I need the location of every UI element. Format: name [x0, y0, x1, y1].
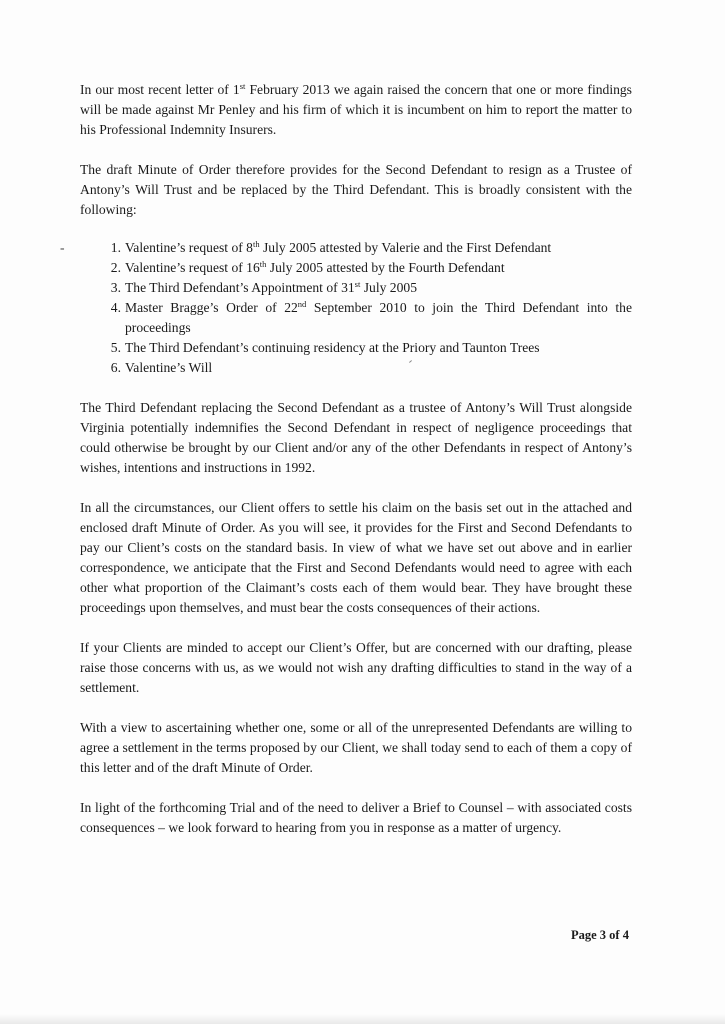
ordinal-suffix: th: [259, 259, 267, 269]
letter-body: [60, 80, 632, 858]
list-number: 4.: [110, 300, 121, 315]
list-item: [80, 258, 632, 278]
ordinal-suffix: nd: [297, 299, 307, 309]
list-text: September 2010 to join the Third Defendant into the proceedings: [125, 300, 632, 335]
list-text: July 2005: [360, 280, 417, 295]
list-number: 1.: [110, 240, 121, 255]
ordinal-suffix: th: [252, 239, 260, 249]
list-number: 3.: [110, 280, 121, 295]
list-item: [80, 358, 632, 378]
list-item: [80, 278, 632, 298]
list-number: 5.: [110, 340, 121, 355]
paragraph-urgency: In light of the forthcoming Trial and of the need to deliver a Brief to Counsel – with associated costs consequences – we look forward to hearing from you in response as a matter of urgency.: [80, 800, 632, 835]
list-item: [60, 238, 632, 258]
list-text: July 2005 attested by Valerie and the First Defendant: [259, 240, 552, 255]
margin-dash-mark: -: [60, 240, 65, 255]
ordinal-suffix: st: [354, 279, 361, 289]
list-number: 6.: [110, 360, 121, 375]
paragraph-settlement-offer: In all the circumstances, our Client offers to settle his claim on the basis set out in the attached and enclosed draft Minute of Order. As you will see, it provides for the First and Second Defendants to pay our Client’s costs on the standard basis. In view of what we have set out above and in earlier correspondence, we anticipate that the First and Second Defendants would need to agree with each other what proportion of the Claimant’s costs each of them would bear. They have brought these proceedings upon themselves, and must bear the costs consequences of their actions.: [80, 500, 632, 615]
list-number: 2.: [110, 260, 121, 275]
list-item: [80, 338, 632, 358]
paragraph-third-defendant: The Third Defendant replacing the Second Defendant as a trustee of Antony’s Will Trust alongside Virginia potentially indemnifies the Second Defendant in respect of negligence proceedings that could otherwise be brought by our Client and/or any of the other Defendants in respect of Antony’s wishes, intentions and instructions in 1992.: [80, 400, 632, 475]
list-item: [80, 298, 632, 338]
ordinal-suffix: st: [239, 81, 246, 91]
paragraph-draft-minute: The draft Minute of Order therefore provides for the Second Defendant to resign as a Trustee of Antony’s Will Trust and be replaced by the Third Defendant. This is broadly consistent with the following:: [80, 162, 632, 217]
list-text: Master Bragge’s Order of 22: [125, 300, 298, 315]
paragraph-recent-letter: [80, 80, 632, 140]
numbered-list: [60, 238, 632, 378]
paragraph-text: February 2013 we again raised the concern that one or more findings will be made against Mr Penley and his firm of which it is incumbent on him to report the matter to his Professional Indemnity Insurers.: [80, 82, 632, 137]
list-text: Valentine’s request of 8: [125, 240, 253, 255]
list-text: The Third Defendant’s Appointment of 31: [125, 280, 355, 295]
list-text: Valentine’s request of 16: [125, 260, 260, 275]
paragraph-unrepresented-defendants: With a view to ascertaining whether one, some or all of the unrepresented Defendants are willing to agree a settlement in the terms proposed by our Client, we shall today send to each of them a copy of this letter and of the draft Minute of Order.: [80, 720, 632, 775]
scan-bottom-edge: [0, 1014, 725, 1024]
paragraph-drafting-concerns: If your Clients are minded to accept our Client’s Offer, but are concerned with our drafting, please raise those concerns with us, as we would not wish any drafting difficulties to stand in the way of a settlement.: [80, 640, 632, 695]
paragraph-text: In our most recent letter of 1: [80, 82, 240, 97]
page-number: Page 3 of 4: [571, 928, 629, 942]
list-text: July 2005 attested by the Fourth Defendant: [266, 260, 505, 275]
list-text: Valentine’s Will: [125, 360, 213, 375]
list-text: The Third Defendant’s continuing residency at the Priory and Taunton Trees: [125, 340, 540, 355]
